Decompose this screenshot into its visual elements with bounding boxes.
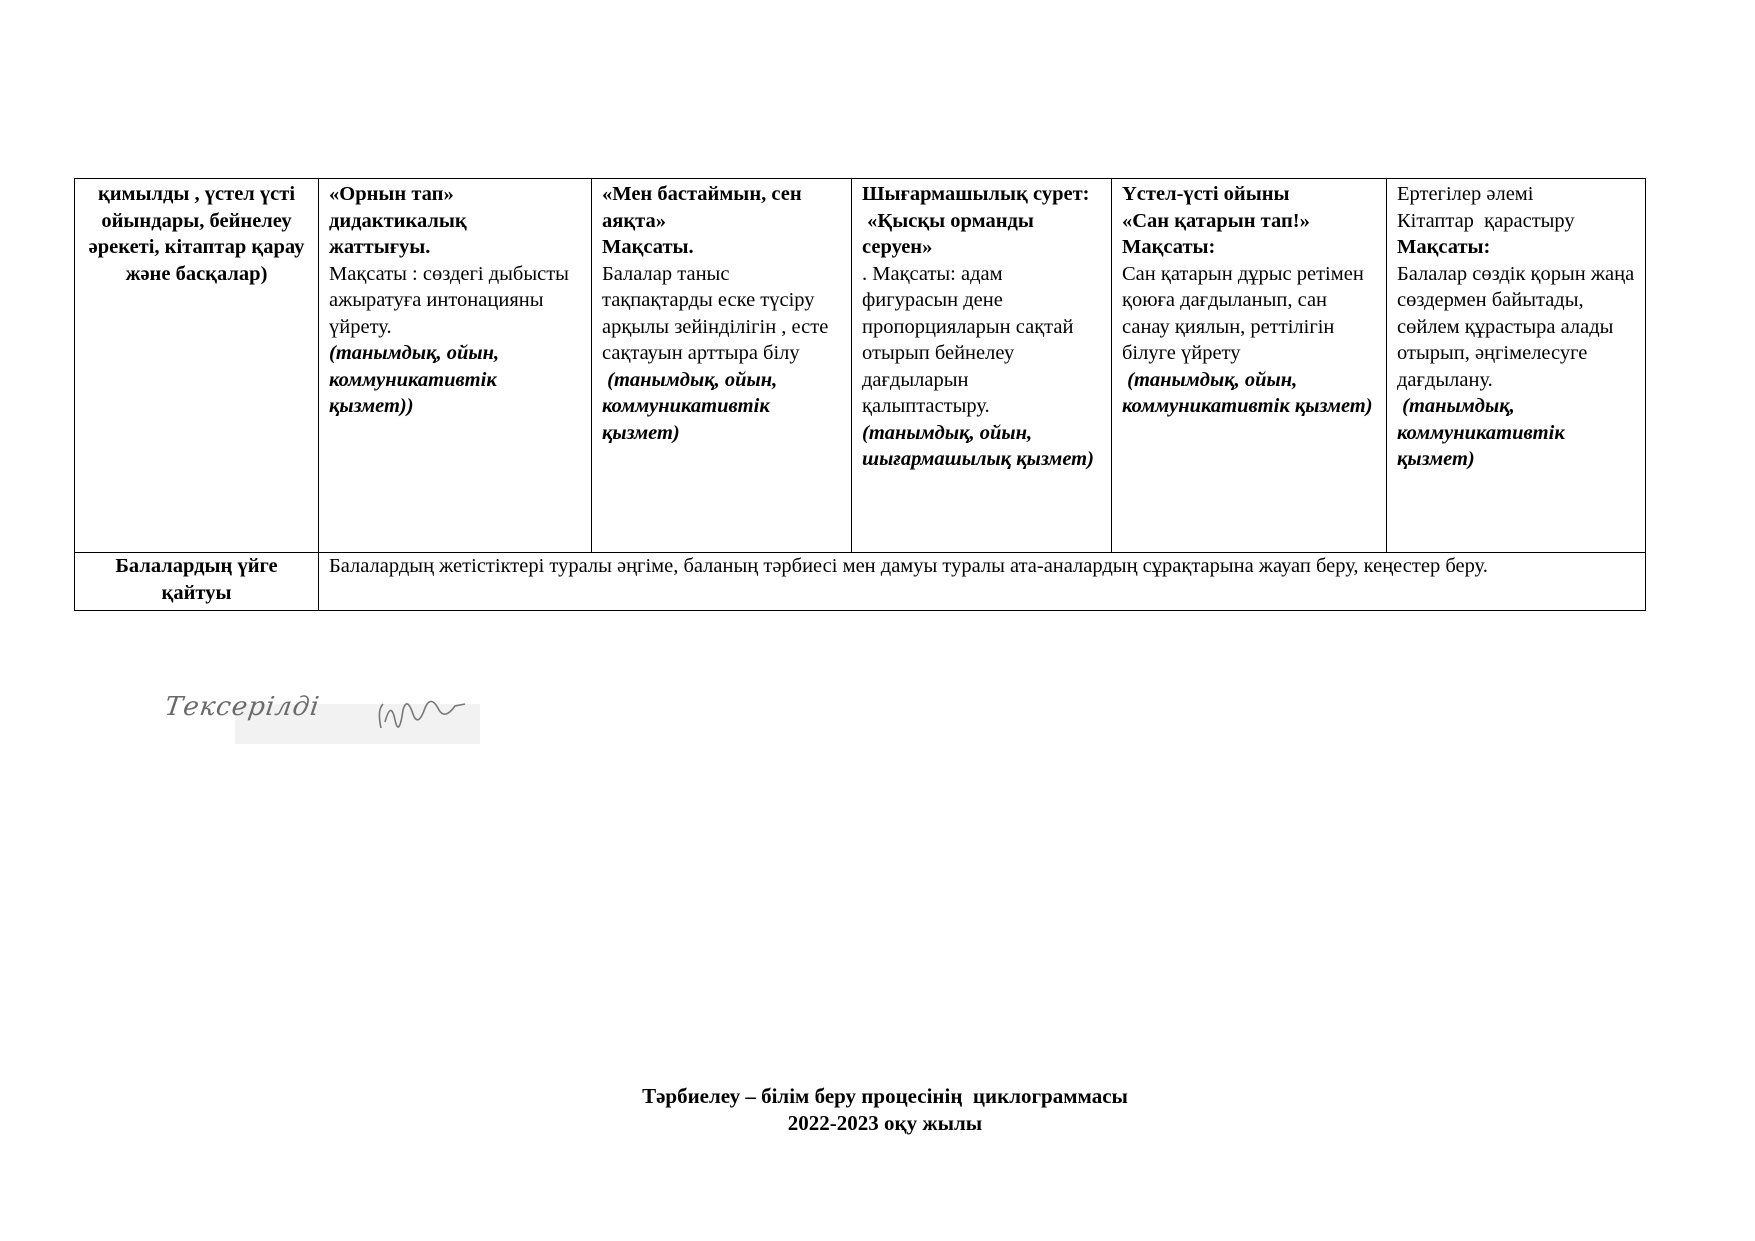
activity-goal: . Мақсаты: адам фигурасын дене пропорцияларын сақтай отырып бейнелеу дағдыларын қалыптастыру.	[862, 262, 1074, 417]
row-label: Балалардың үйге қайтуы	[115, 555, 278, 604]
activity-type: (танымдық, ойын, шығармашылық қызмет)	[862, 421, 1094, 470]
activity-cell	[1112, 179, 1387, 553]
activity-title: дидактикалық	[329, 209, 467, 232]
activity-goal-label: Мақсаты:	[1122, 236, 1216, 258]
row-label-cell	[75, 179, 319, 553]
table-row	[75, 179, 1646, 553]
document-title	[0, 1083, 1755, 1137]
activity-type: (танымдық, коммуникативтік қызмет)	[1397, 395, 1570, 470]
academic-year: 2022-2023 оқу жылы	[787, 1111, 983, 1135]
activity-cell	[592, 179, 852, 553]
page-title: Тәрбиелеу – білім беру процесінің циклограммасы	[642, 1084, 1128, 1108]
signature-text: Тексерілді	[162, 692, 322, 722]
signature-stamp	[155, 684, 490, 746]
activity-goal: Сан қатарын дұрыс ретімен қоюға дағдыланып, сан санау қиялын, реттілігін білуге үйрету	[1122, 262, 1364, 364]
row-content-cell	[319, 553, 1646, 611]
cyclogram-table	[74, 178, 1646, 611]
activity-type: (танымдық, ойын, коммуникативтік қызмет))	[329, 342, 500, 417]
activity-cell	[1387, 179, 1646, 553]
activity-title: Шығармашылық сурет:	[862, 183, 1090, 205]
activity-title: «Қысқы орманды серуен»	[862, 209, 1040, 258]
activity-goal: Балалар сөздік қорын жаңа сөздермен байытады, сөйлем құрастыра алады отырып, әңгімелесуге дағдылану.	[1397, 262, 1635, 391]
activity-title: «Мен бастаймын, сен аяқта»	[602, 183, 802, 232]
row-content: Балалардың жетістіктері туралы әңгіме, баланың тәрбиесі мен дамуы туралы ата-аналардың сұрақтарына жауап беру, кеңестер беру.	[329, 555, 1488, 577]
activity-title: Кітаптар қарастыру	[1397, 209, 1575, 232]
activity-type: (танымдық, ойын, коммуникативтік қызмет)	[602, 368, 783, 444]
activity-title: жаттығуы.	[329, 236, 431, 258]
activity-goal-label: Мақсаты.	[602, 236, 694, 258]
activity-title: «Орнын тап»	[329, 183, 454, 205]
activity-title: «Сан қатарын тап!»	[1122, 209, 1310, 232]
activity-title: Ертегілер әлемі	[1397, 183, 1534, 205]
row-label-cell	[75, 553, 319, 611]
activity-goal-label: Мақсаты:	[1397, 236, 1491, 258]
row-label: қимылды , үстел үсті ойындары, бейнелеу әрекеті, кітаптар қарау және басқалар)	[88, 183, 305, 285]
activity-type: (танымдық, ойын, коммуникативтік қызмет)	[1122, 368, 1373, 417]
table-row	[75, 553, 1646, 611]
activity-cell	[852, 179, 1112, 553]
activity-title: Үстел-үсті ойыны	[1122, 183, 1290, 205]
activity-cell	[319, 179, 592, 553]
activity-goal: Мақсаты : сөздегі дыбысты ажыратуға интонацияны үйрету.	[329, 262, 569, 338]
activity-goal: Балалар таныс тақпақтарды еске түсіру арқылы зейінділігін , есте сақтауын арттыра білу	[602, 262, 829, 364]
